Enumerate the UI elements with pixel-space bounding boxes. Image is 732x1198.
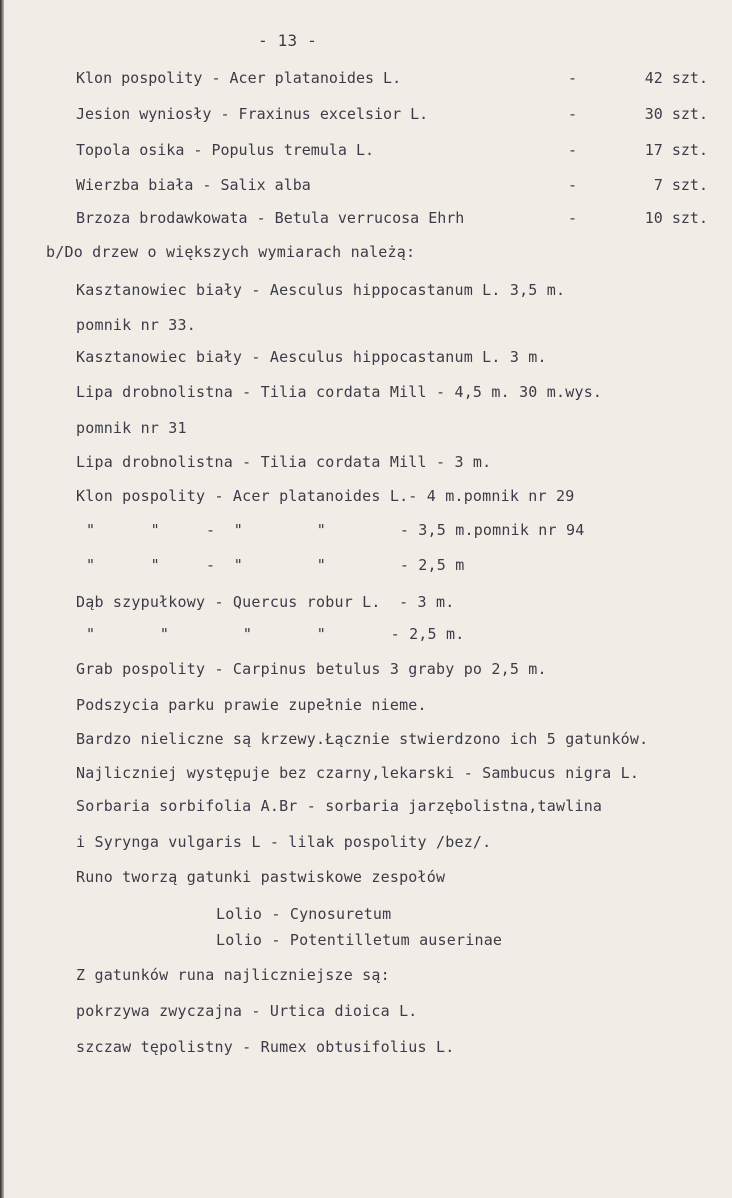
species-dash: -: [568, 105, 578, 123]
species-count: 17 szt.: [644, 141, 708, 159]
text-line: Runo tworzą gatunki pastwiskowe zespołów: [76, 868, 446, 886]
text-line: Lipa drobnolistna - Tilia cordata Mill - 4,5 m. 30 m.wys.: [76, 383, 603, 401]
species-name: Brzoza brodawkowata - Betula verrucosa Ehrh: [76, 209, 465, 227]
species-dash: -: [568, 69, 578, 87]
species-dash: -: [568, 176, 578, 194]
species-name: Klon pospolity - Acer platanoides L.: [76, 69, 402, 87]
species-count: 42 szt.: [644, 69, 708, 87]
page-number: - 13 -: [258, 31, 317, 50]
text-line: Klon pospolity - Acer platanoides L.- 4 m.pomnik nr 29: [76, 487, 575, 505]
text-line: Kasztanowiec biały - Aesculus hippocastanum L. 3 m.: [76, 348, 547, 366]
text-line: Podszycia parku prawie zupełnie nieme.: [76, 696, 427, 714]
text-line: Sorbaria sorbifolia A.Br - sorbaria jarzębolistna,tawlina: [76, 797, 603, 815]
text-line: Lolio - Cynosuretum: [216, 905, 392, 923]
text-line: Lipa drobnolistna - Tilia cordata Mill - 3 m.: [76, 453, 492, 471]
text-line: Z gatunków runa najliczniejsze są:: [76, 966, 390, 984]
text-line: Najliczniej występuje bez czarny,lekarski - Sambucus nigra L.: [76, 764, 640, 782]
species-name: Jesion wyniosły - Fraxinus excelsior L.: [76, 105, 429, 123]
text-line: Lolio - Potentilletum auserinae: [216, 931, 503, 949]
text-line: " " - " " - 2,5 m: [86, 556, 465, 574]
species-name: Topola osika - Populus tremula L.: [76, 141, 375, 159]
text-line: szczaw tępolistny - Rumex obtusifolius L.: [76, 1038, 455, 1056]
text-line: pokrzywa zwyczajna - Urtica dioica L.: [76, 1002, 418, 1020]
text-line: b/Do drzew o większych wymiarach należą:: [46, 243, 416, 261]
species-count: 10 szt.: [644, 209, 708, 227]
species-dash: -: [568, 209, 578, 227]
species-dash: -: [568, 141, 578, 159]
text-line: i Syrynga vulgaris L - lilak pospolity /bez/.: [76, 833, 492, 851]
scan-edge-shadow: [0, 0, 4, 1198]
species-name: Wierzba biała - Salix alba: [76, 176, 311, 194]
text-line: Kasztanowiec biały - Aesculus hippocastanum L. 3,5 m.: [76, 281, 566, 299]
text-line: Dąb szypułkowy - Quercus robur L. - 3 m.: [76, 593, 455, 611]
species-count: 7 szt.: [653, 176, 708, 194]
text-line: " " " " - 2,5 m.: [86, 625, 465, 643]
text-line: Bardzo nieliczne są krzewy.Łącznie stwierdzono ich 5 gatunków.: [76, 730, 649, 748]
text-line: pomnik nr 33.: [76, 316, 196, 334]
text-line: Grab pospolity - Carpinus betulus 3 graby po 2,5 m.: [76, 660, 547, 678]
text-line: " " - " " - 3,5 m.pomnik nr 94: [86, 521, 585, 539]
text-line: pomnik nr 31: [76, 419, 187, 437]
species-count: 30 szt.: [644, 105, 708, 123]
